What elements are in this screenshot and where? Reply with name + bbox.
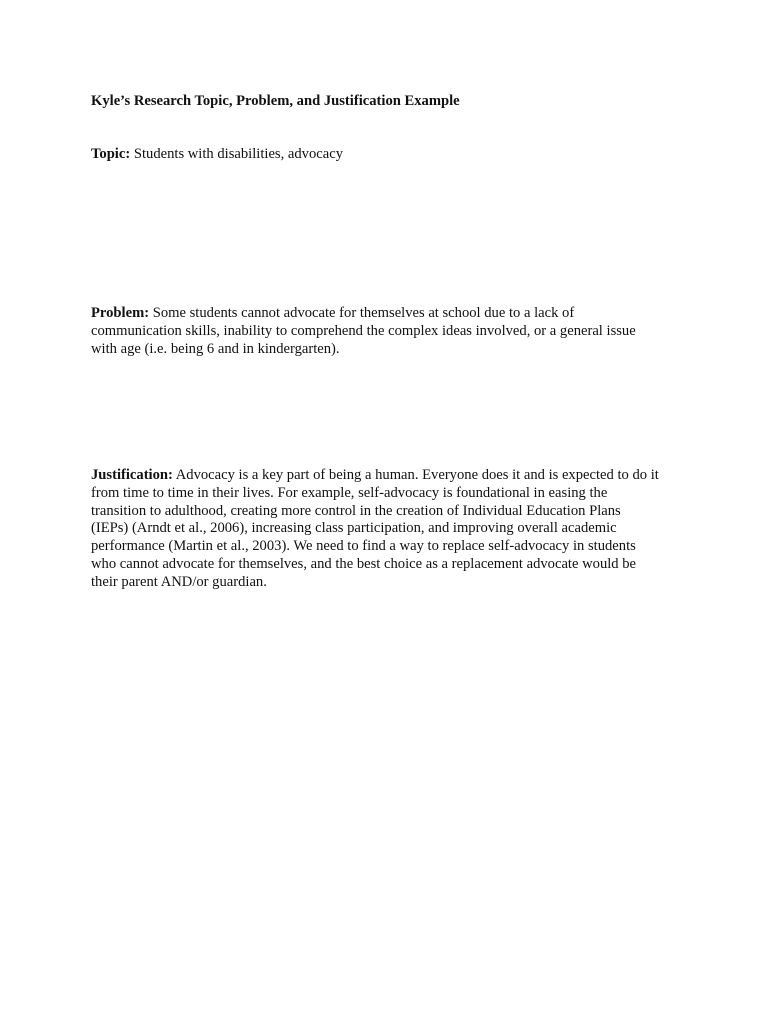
justification-line: who cannot advocate for themselves, and the best choice as a replacement advocate would be [91,555,637,572]
topic-label: Topic: [91,146,131,162]
justification-line: transition to adulthood, creating more control in the creation of Individual Education Plans [91,502,621,519]
problem-line [91,305,636,323]
problem-paragraph [91,305,636,358]
justification-label: Justification: [91,467,173,483]
problem-line: with age (i.e. being 6 and in kindergarten). [91,340,340,357]
document-title: Kyle’s Research Topic, Problem, and Justification Example [91,93,460,109]
justification-line: performance (Martin et al., 2003). We need to find a way to replace self-advocacy in students [91,538,636,555]
justification-line: their parent AND/or guardian. [91,573,267,590]
topic-text: Students with disabilities, advocacy [130,146,343,162]
justification-line: from time to time in their lives. For example, self-advocacy is foundational in easing the [91,484,608,501]
problem-label: Problem: [91,305,150,321]
justification-line [91,467,659,485]
justification-paragraph [91,467,659,592]
justification-text: Advocacy is a key part of being a human. Everyone does it and is expected to do it [172,467,659,483]
problem-text: Some students cannot advocate for themselves at school due to a lack of [149,305,575,321]
justification-line: (IEPs) (Arndt et al., 2006), increasing class participation, and improving overall academic [91,520,617,537]
problem-line: communication skills, inability to comprehend the complex ideas involved, or a general issue [91,322,636,339]
topic-paragraph [91,146,343,164]
